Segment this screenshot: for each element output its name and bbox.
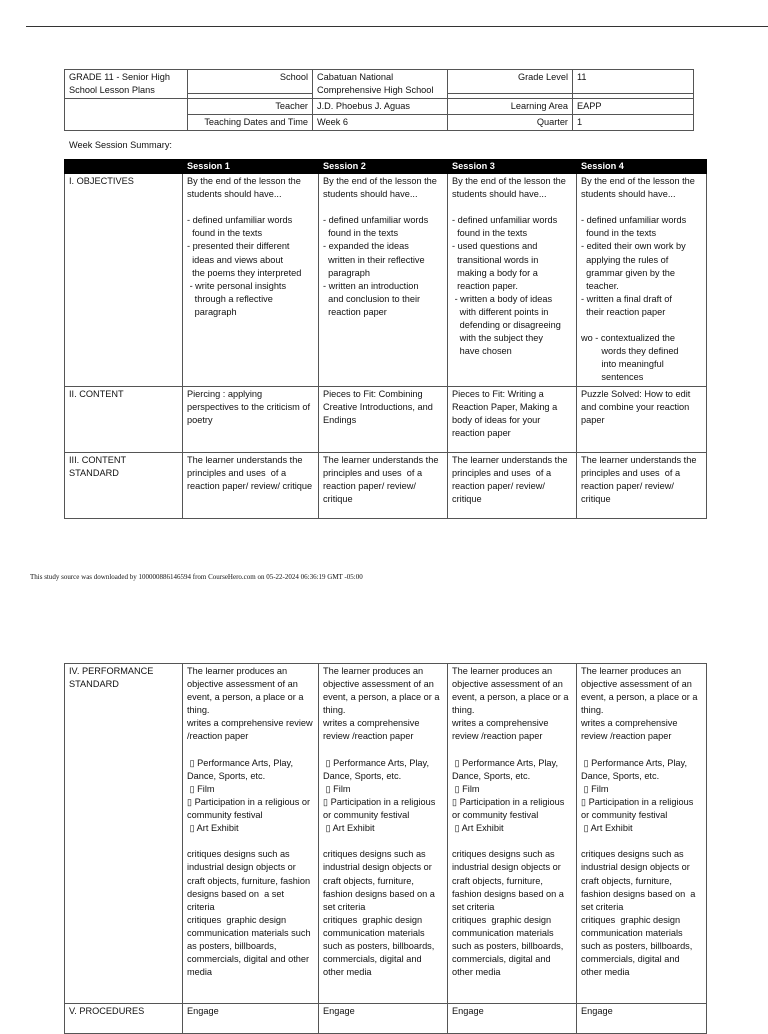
- performance-standard-row: [65, 664, 707, 1004]
- learning-area-label: Learning Area: [448, 99, 573, 115]
- teacher-value: J.D. Phoebus J. Aguas: [313, 99, 448, 115]
- objectives-session-4: By the end of the lesson the students should have... - defined unfamiliar words found in the texts - edited their own work by applying the rules of grammar given by the teacher. - written a final draft of their reaction paper wo - contextualized the words they defined into meaningful sentences: [577, 174, 707, 387]
- session-summary-table: [64, 159, 707, 519]
- download-footer: This study source was downloaded by 100000886146594 from CourseHero.com on 05-22-2024 06:36:19 GMT -05:00: [30, 573, 363, 581]
- session-1-header: Session 1: [183, 160, 319, 174]
- procedures-session-3: Engage: [448, 1004, 577, 1034]
- title-blank: [65, 99, 188, 131]
- content-standard-session-4: The learner understands the principles and uses of a reaction paper/ review/ critique: [577, 452, 707, 518]
- objectives-session-2: By the end of the lesson the students should have... - defined unfamiliar words found in the texts - expanded the ideas written in their reflective paragraph - written an introduction and conclusion to their reaction paper: [319, 174, 448, 387]
- procedures-session-4: Engage: [577, 1004, 707, 1034]
- session-header-row: [65, 160, 707, 174]
- teaching-dates-label: Teaching Dates and Time: [188, 115, 313, 131]
- content-standard-session-2: The learner understands the principles and uses of a reaction paper/ review/ critique: [319, 452, 448, 518]
- performance-standard-session-4: The learner produces an objective assessment of an event, a person, a place or a thing. writes a comprehensive review /reaction paper ▯ Performance Arts, Play, Dance, Sports, etc. ▯ Film ▯ Participation in a religious or community festival ▯ Art Exhibit critiques designs such as industrial design objects or craft objects, furniture, fashion designs based on a set criteria critiques graphic design communication materials such as posters, billboards, commercials, digital and other media: [577, 664, 707, 1004]
- content-standard-session-1: The learner understands the principles and uses of a reaction paper/ review/ critique: [183, 452, 319, 518]
- procedures-session-1: Engage: [183, 1004, 319, 1034]
- content-session-1: Piercing : applying perspectives to the criticism of poetry: [183, 386, 319, 452]
- session-2-header: Session 2: [319, 160, 448, 174]
- session-4-header: Session 4: [577, 160, 707, 174]
- content-session-4: Puzzle Solved: How to edit and combine your reaction paper: [577, 386, 707, 452]
- content-row: [65, 386, 707, 452]
- learning-area-value: EAPP: [573, 99, 694, 115]
- objectives-label: I. OBJECTIVES: [65, 174, 183, 387]
- performance-standard-session-3: The learner produces an objective assessment of an event, a person, a place or a thing. writes a comprehensive review /reaction paper ▯ Performance Arts, Play, Dance, Sports, etc. ▯ Film ▯ Participation in a religious or community festival ▯ Art Exhibit critiques designs such as industrial design objects or craft objects, furniture, fashion designs based on a set criteria critiques graphic design communication materials such as posters, billboards, commercials, digital and other media: [448, 664, 577, 1004]
- performance-standard-session-2: The learner produces an objective assessment of an event, a person, a place or a thing. writes a comprehensive review /reaction paper ▯ Performance Arts, Play, Dance, Sports, etc. ▯ Film ▯ Participation in a religious or community festival ▯ Art Exhibit critiques designs such as industrial design objects or craft objects, furniture, fashion designs based on a set criteria critiques graphic design communication materials such as posters, billboards, commercials, digital and other media: [319, 664, 448, 1004]
- procedures-row: [65, 1004, 707, 1034]
- grade-level-label: Grade Level: [448, 70, 573, 94]
- quarter-label: Quarter: [448, 115, 573, 131]
- top-rule: [26, 26, 768, 27]
- session-summary-table-continued: [64, 663, 707, 1034]
- procedures-session-2: Engage: [319, 1004, 448, 1034]
- content-standard-row: [65, 452, 707, 518]
- content-label: II. CONTENT: [65, 386, 183, 452]
- content-session-2: Pieces to Fit: Combining Creative Introductions, and Endings: [319, 386, 448, 452]
- header-table: [64, 69, 694, 131]
- content-standard-label: III. CONTENT STANDARD: [65, 452, 183, 518]
- content-standard-session-3: The learner understands the principles and uses of a reaction paper/ review/ critique: [448, 452, 577, 518]
- objectives-row: [65, 174, 707, 387]
- school-label: School: [188, 70, 313, 94]
- quarter-value: 1: [573, 115, 694, 131]
- content-session-3: Pieces to Fit: Writing a Reaction Paper, Making a body of ideas for your reaction paper: [448, 386, 577, 452]
- performance-standard-session-1: The learner produces an objective assessment of an event, a person, a place or a thing. writes a comprehensive review /reaction paper ▯ Performance Arts, Play, Dance, Sports, etc. ▯ Film ▯ Participation in a religious or community festival ▯ Art Exhibit critiques designs such as industrial design objects or craft objects, furniture, fashion designs based on a set criteria critiques graphic design communication materials such as posters, billboards, commercials, digital and other media: [183, 664, 319, 1004]
- teaching-dates-value: Week 6: [313, 115, 448, 131]
- objectives-session-1: By the end of the lesson the students should have... - defined unfamiliar words found in the texts - presented their different ideas and views about the poems they interpreted - write personal insights through a reflective paragraph: [183, 174, 319, 387]
- teacher-label: Teacher: [188, 99, 313, 115]
- grade-level-value: 11: [573, 70, 694, 94]
- session-3-header: Session 3: [448, 160, 577, 174]
- header-blank: [65, 160, 183, 174]
- performance-standard-label: IV. PERFORMANCE STANDARD: [65, 664, 183, 1004]
- lesson-plan-title: GRADE 11 - Senior High School Lesson Plans: [65, 70, 188, 99]
- procedures-label: V. PROCEDURES: [65, 1004, 183, 1034]
- objectives-session-3: By the end of the lesson the students should have... - defined unfamiliar words found in the texts - used questions and transitional words in making a body for a reaction paper. - written a body of ideas with different points in defending or disagreeing with the subject they have chosen: [448, 174, 577, 387]
- week-session-summary-label: Week Session Summary:: [69, 140, 172, 150]
- school-value: Cabatuan National Comprehensive High School: [313, 70, 448, 99]
